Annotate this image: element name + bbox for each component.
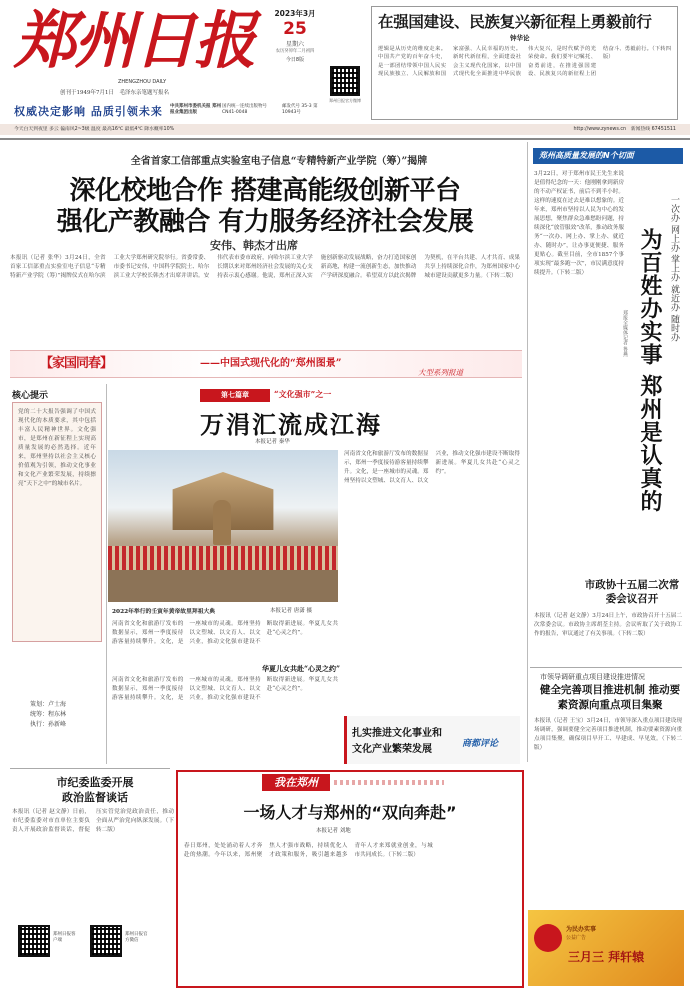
- slogan: 权威决定影响 品质引领未来: [14, 105, 163, 118]
- right-reporter: 郑报全媒体记者 鲁燕: [622, 310, 628, 357]
- series-subtitle: ——中国式现代化的“郑州图景”: [200, 358, 342, 369]
- section-divider-right: [530, 667, 682, 668]
- photo-caption: 2022年举行的壬寅年黄帝故里拜祖大典: [112, 609, 216, 615]
- section-divider-left: [10, 768, 170, 769]
- chapter-label: 第七篇章: [221, 391, 249, 399]
- date-block: [268, 8, 322, 72]
- right-badge-text: 郑州高质量发展的N个切面: [539, 151, 634, 160]
- commentary-headline: 在强国建设、民族复兴新征程上勇毅前行: [378, 12, 652, 31]
- masthead-qr-code[interactable]: [330, 66, 360, 96]
- zz-label-box: [262, 774, 330, 791]
- masthead-pinyin: ZHENGZHOU DAILY: [118, 79, 167, 85]
- core-tip-body: 党的二十大报告强调了中国式现代化的本质要求，其中包括丰富人民精神世界。文化强市，是郑州在新征程上实现高质量发展的必然选择。近年来，郑州坚持以社会主义核心价值观为引领，推动文化事业和文化产业繁荣发展，持续擦亮“天下之中”的城市名片。: [18, 409, 96, 487]
- credit-exec: 执行：孙新峰: [30, 721, 67, 728]
- cn-number: 国内统一连续出版物号 CN41-0048: [222, 104, 267, 115]
- chapter-sub: “文化强市”之一: [274, 389, 332, 399]
- wechat-qr-caption: 郑州日报官方微信: [125, 932, 148, 943]
- core-credits: [30, 700, 66, 730]
- right-body: 3月22日，对于郑州市民王先生来说是值得纪念的一天：他刚刚拿到新房的不动产权证书，前后不到半小时。这样的速度在过去是难以想象的。近年来，郑州市坚持以人民为中心的发展思想，聚焦群众急难愁盼问题，持续深化“放管服效”改革，推动政务服务“一次办、网上办、掌上办、就近办、随时办”，让办事更便捷、服务更贴心。截至目前，全市1857个事项实现“最多跑一次”，市民满意度持续提升。（下转二版）: [534, 171, 624, 276]
- lead-headline-1: 深化校地合作 搭建高能级创新平台: [69, 176, 461, 206]
- column-separator-core: [106, 384, 107, 764]
- weather-bar: [0, 124, 370, 135]
- date-day: 25: [283, 19, 307, 39]
- photo-plaza: [108, 570, 338, 602]
- photo-credit: 本报记者 唐潇 摄: [270, 608, 312, 614]
- feature-headline: 万涓汇流成江海: [200, 410, 382, 439]
- lead-headline-2: 强化产教融合 有力服务经济社会发展: [56, 207, 474, 237]
- lead-byline: 安伟、韩杰才出席: [210, 239, 298, 252]
- cppcc-body: 本报讯（记者 赵文静）3月24日上午，市政协召开十五届二次常委会议。市政协主席胡荃主持。会议听取了关于政协工作的报告，审议通过了有关事项。（下转二版）: [534, 613, 682, 637]
- ad-line2: 公益广告: [566, 935, 587, 941]
- series-label: 【家国同春】: [40, 356, 113, 371]
- lead-grp-headline: 健全完善项目推进机制 推动要素资源向重点项目集聚: [539, 684, 681, 711]
- masthead-logo: [14, 6, 264, 82]
- commentary-tag: 商都评论: [462, 739, 499, 749]
- zz-byline: 本报记者 刘地: [316, 828, 351, 834]
- feature-body-left: 河南省文化和旅游厅发布的数据显示，郑州一季度接待游客量持续攀升。文化，是一座城市的灵魂。郑州坚持以文塑城、以文育人、以文兴业，推动文化强市建设不断取得新进展。华夏儿女共赴“心灵之约”。: [112, 621, 338, 645]
- right-badge: [533, 148, 683, 164]
- column-separator-main: [527, 142, 528, 762]
- core-tip-box: [12, 402, 102, 642]
- app-qr-caption: 郑州日报客户端: [53, 932, 76, 943]
- founded: 创刊于1949年7月1日: [60, 90, 114, 96]
- lunar: 农历癸卯年二月初四: [275, 49, 315, 54]
- feature-bold-subhead: 华夏儿女共赴“心灵之约”: [262, 664, 341, 673]
- lead-grp-kicker: 市领导调研重点项目建设推进情况: [540, 673, 645, 681]
- inscription: 毛泽东亲笔题写报名: [119, 90, 170, 96]
- credit-coord: 统筹：程东林: [30, 711, 67, 718]
- masthead-divider: [0, 138, 690, 140]
- zz-body: 春日郑州，处处涌动着人才奔赴的热潮。今年以来，郑州聚焦人才强市战略，持续优化人才政策和服务，吸引越来越多青年人才来郑就业创业，与城市共同成长。（下转二版）: [184, 843, 433, 858]
- founded-line: [60, 88, 169, 96]
- feature-bottom-head-1: 扎实推进文化事业和: [352, 728, 442, 739]
- date-year-month: 2023年3月: [274, 9, 316, 18]
- cppcc-headline: 市政协十五届二次常委会议召开: [584, 579, 680, 605]
- weather: 今天白天到夜里 多云 偏南风2~3级 温度 最高16℃ 最低4℃ 降水概率10%: [14, 127, 175, 132]
- pages: 今日8版: [285, 57, 305, 63]
- right-headline: 为百姓办实事 郑州是认真的: [637, 228, 662, 513]
- zz-headline: 一场人才与郑州的“双向奔赴”: [243, 803, 457, 822]
- ad-date: 三月三 拜轩辕: [568, 950, 645, 964]
- photo-statue: [213, 500, 231, 545]
- website-bar: [370, 124, 690, 135]
- publisher: 中共郑州市委机关报 郑州报业集团出版: [170, 104, 222, 115]
- core-tip-label: 核心提示: [12, 391, 49, 401]
- issue-number: 邮发代号 35-3 第10943号: [282, 104, 318, 115]
- credit-plan: 策划：卢士海: [30, 701, 67, 708]
- feature-photo: [108, 450, 338, 602]
- app-qr-code[interactable]: [18, 925, 50, 957]
- logo-text: 郑州日报: [14, 4, 255, 77]
- zz-label-stripe: [334, 780, 444, 785]
- right-side-text: 一次办 网上办 掌上办 就近办 随时办: [669, 195, 679, 342]
- weekday: 星期六: [285, 41, 304, 48]
- ad-seal: [534, 924, 562, 952]
- news-hotline: 新闻热线 67451511: [630, 127, 676, 132]
- chapter-badge: [200, 389, 270, 402]
- feature-bottom-head-2: 文化产业繁荣发展: [352, 744, 432, 755]
- discipline-headline-2: 政治监督谈话: [62, 791, 128, 804]
- commentary-body: 逻辑是从历史的维度走来。中国共产党的百年奋斗史，是一部团结带领中国人民实现民族独立、人民解放和国家富强、人民幸福的历史。新时代新征程，全面建设社会主义现代化国家，以中国式现代化全面推进中华民族伟大复兴，是时代赋予的光荣使命。我们要牢记嘱托、奋勇前进，在推进强国建设、民族复兴的新征程上团结奋斗、勇毅前行。（下转四版）: [378, 46, 671, 78]
- feature-byline: 本报记者 秦华: [255, 439, 290, 445]
- ad-line1: 为民办实事: [566, 926, 597, 933]
- masthead-qr-caption: 郑州日报官方微博: [329, 98, 361, 103]
- series-tag: 大型系列报道: [418, 368, 463, 377]
- feature-body-lower: 河南省文化和旅游厅发布的数据显示，郑州一季度接待游客量持续攀升。文化，是一座城市的灵魂。郑州坚持以文塑城、以文育人、以文兴业，推动文化强市建设不断取得新进展。华夏儿女共赴“心灵之约”。: [112, 677, 338, 701]
- wechat-qr-code[interactable]: [90, 925, 122, 957]
- feature-body-right: 河南省文化和旅游厅发布的数据显示，郑州一季度接待游客量持续攀升。文化，是一座城市的灵魂。郑州坚持以文塑城、以文育人、以文兴业，推动文化强市建设不断取得新进展。华夏儿女共赴“心灵之约”。: [344, 451, 520, 484]
- discipline-body: 本报讯（记者 赵文静）日前，市纪委监委对市直单位主要负责人开展政治监督谈话，督促压实管党治党政治责任，推动全面从严治党向纵深发展。（下转二版）: [12, 809, 174, 833]
- zz-label: 我在郑州: [274, 776, 318, 789]
- commentary-author: 钟华论: [510, 34, 530, 42]
- website[interactable]: http://www.zynews.cn: [573, 127, 627, 132]
- lead-kicker: 全省首家工信部重点实验室电子信息“专精特新产业学院（筹）”揭牌: [130, 156, 428, 167]
- bottom-ad: [528, 910, 684, 986]
- discipline-headline-1: 市纪委监委开展: [56, 776, 134, 789]
- photo-crowd-left: [108, 546, 338, 570]
- lead-body: 本报讯（记者 张华）3月24日，全省首家工信部重点实验室电子信息“专精特新产业学院（筹）”揭牌仪式在哈尔滨工业大学郑州研究院举行。省委常委、市委书记安伟，中国科学院院士、哈尔滨工业大学校长韩杰才出席并讲话。安伟代表市委市政府，向哈尔滨工业大学长期以来对郑州经济社会发展的关心支持表示衷心感谢。他说，郑州正深入实施创新驱动发展战略，奋力打造国家创新高地，构建一流创新生态，加快推动产学研深度融合。希望双方以此次揭牌为契机，在平台共建、人才共育、成果共享上持续深化合作，为郑州国家中心城市建设贡献更多力量。（下转二版）: [10, 255, 520, 279]
- lead-grp-body: 本报讯（记者 王宝）3月24日，市领导深入重点项目建设现场调研，强调要健全完善项目推进机制，推动要素资源向重点项目集聚，确保项目早开工、早建成、早见效。（下转二版）: [534, 718, 682, 751]
